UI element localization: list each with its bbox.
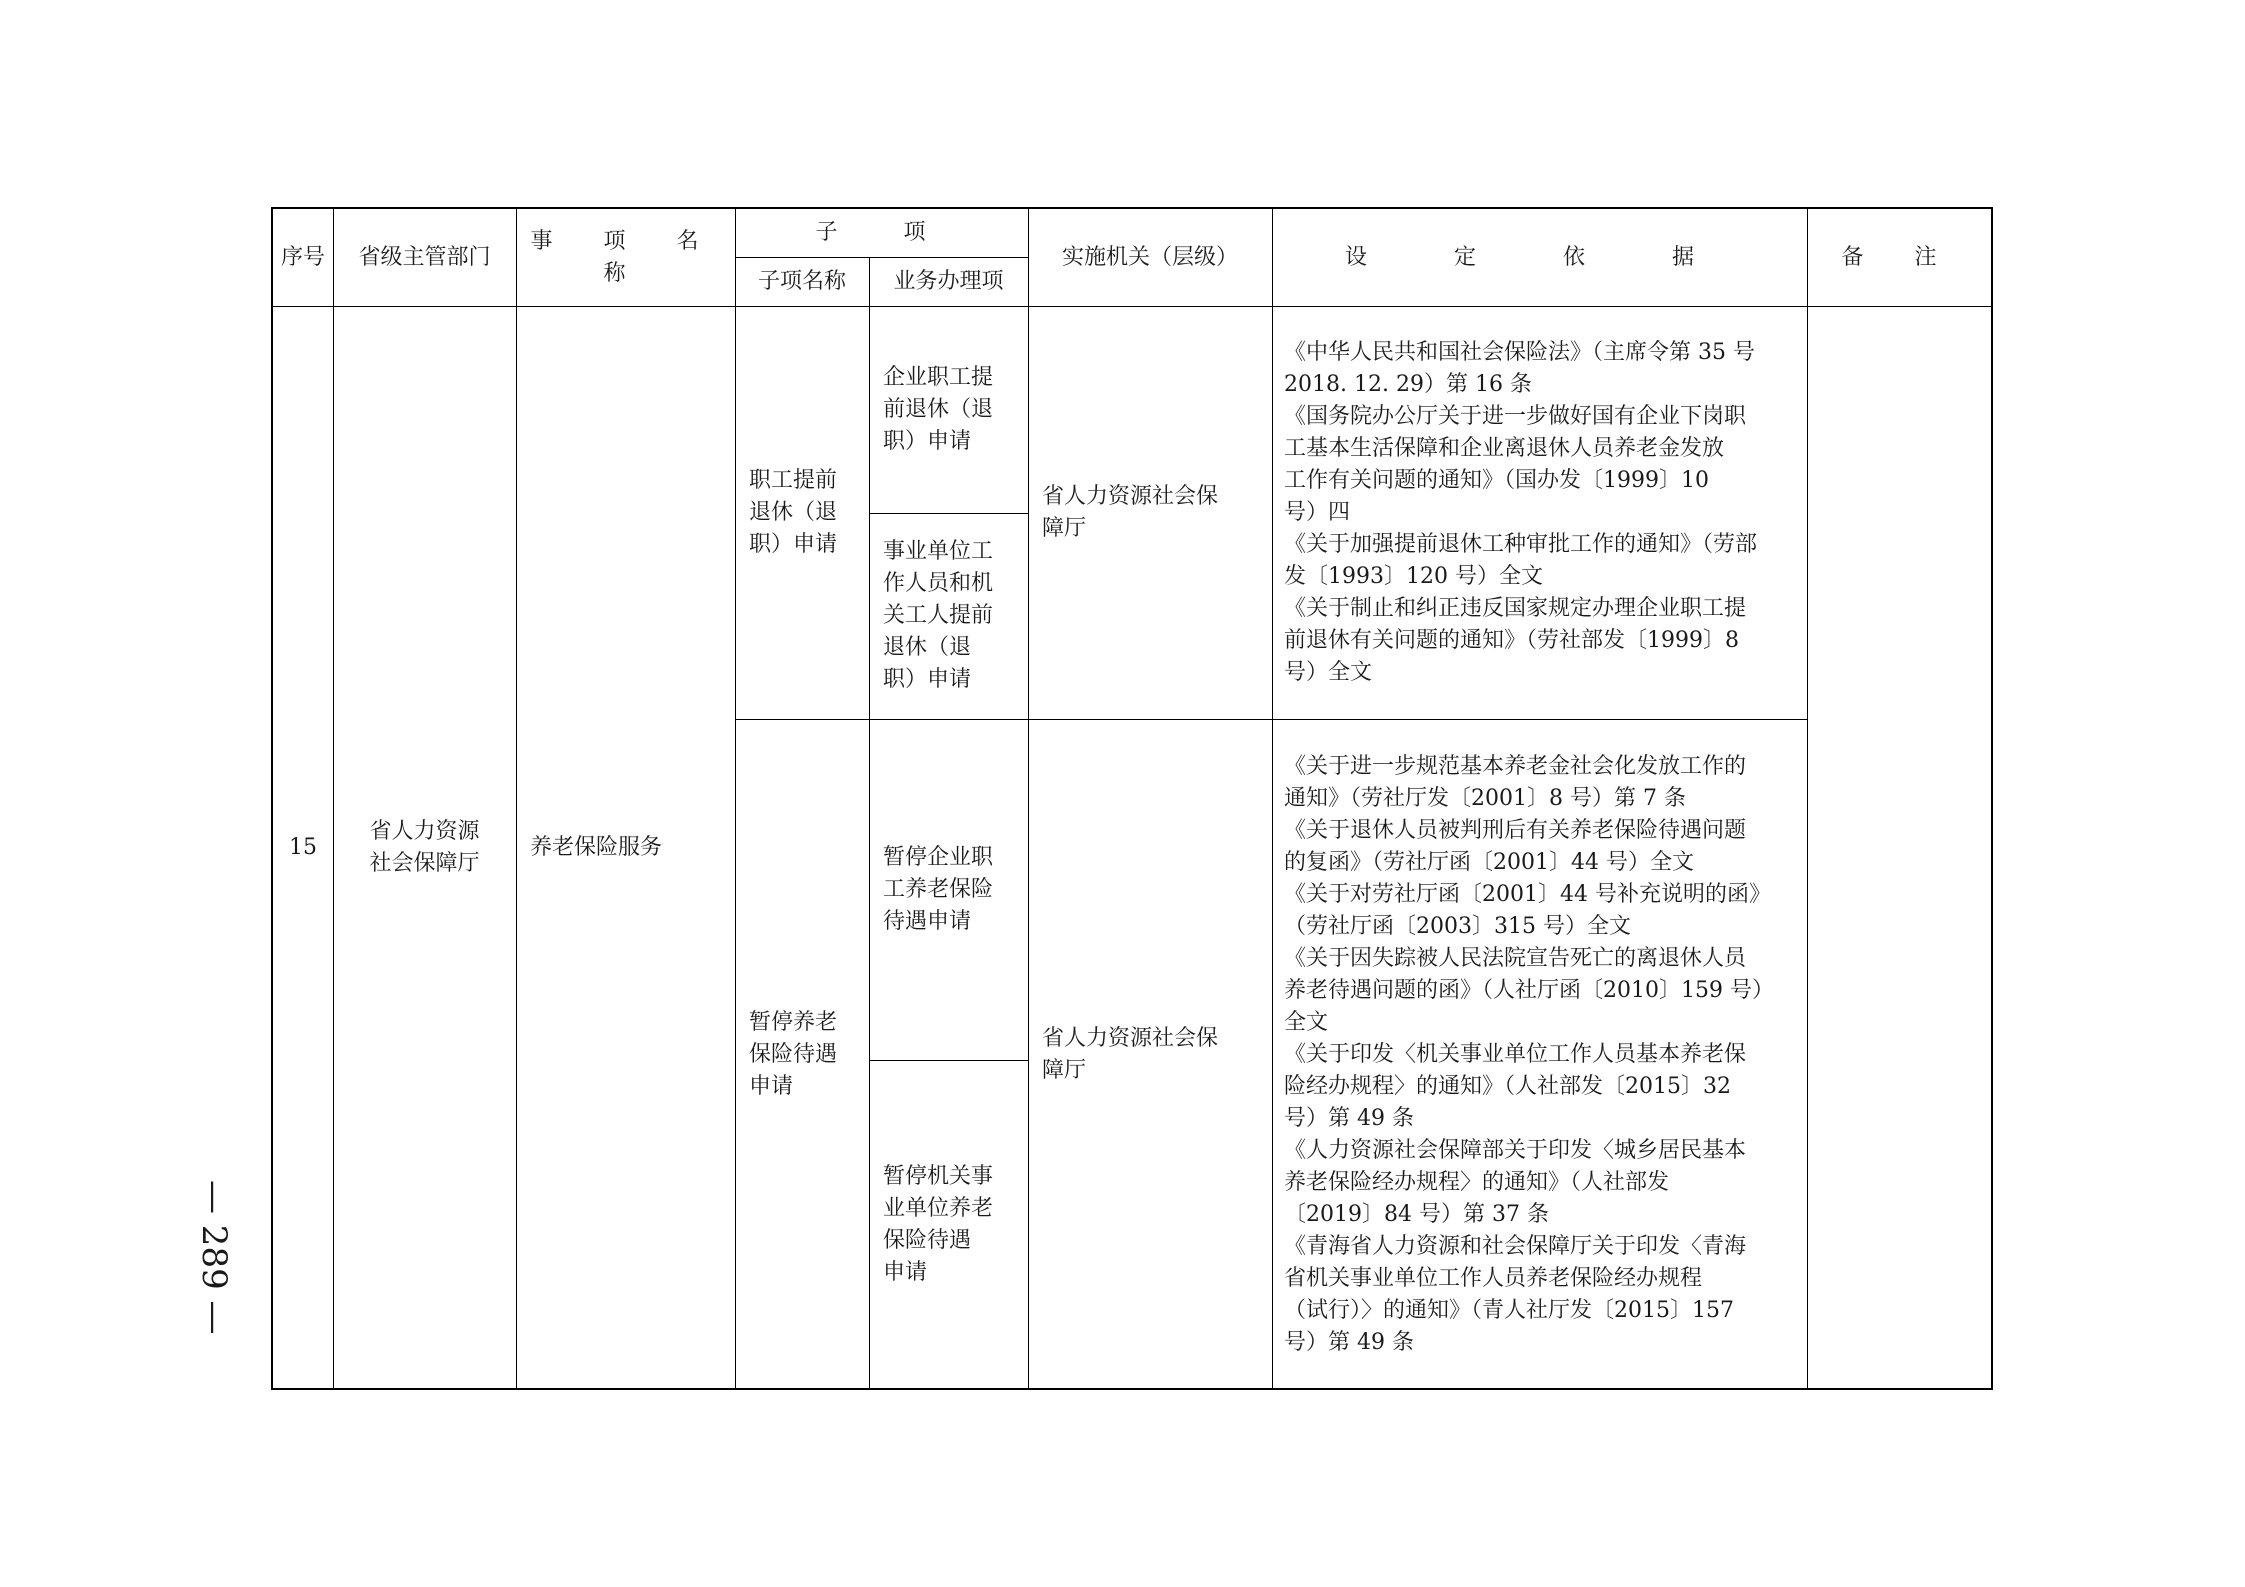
group2-agency: [1028, 719, 1272, 1390]
header-seq: 序号: [280, 244, 325, 270]
business-line: 关工人提前: [883, 603, 994, 628]
business-line: 职）申请: [883, 428, 972, 454]
header-dept: 省级主管部门: [358, 244, 491, 270]
basis-line: 《国务院办公厅关于进一步做好国有企业下岗职: [1284, 403, 1747, 429]
agency-line: 省人力资源社会保: [1042, 1025, 1219, 1051]
group1-agency: [1028, 306, 1272, 719]
basis-line: 全文: [1284, 1009, 1329, 1035]
basis-line: （试行）〉的通知》（青人社厅发〔2015〕157: [1284, 1297, 1734, 1323]
basis-line: 前退休有关问题的通知》（劳社部发〔1999〕8: [1284, 627, 1739, 653]
basis-line: 的复函》（劳社厅函〔2001〕44 号）全文: [1284, 849, 1694, 875]
basis-line: 养老保险经办规程〉的通知》（人社部发: [1284, 1169, 1670, 1195]
basis-line: 《关于对劳社厅函〔2001〕44 号补充说明的函》: [1284, 881, 1771, 907]
basis-line: 《中华人民共和国社会保险法》（主席令第 35 号: [1284, 339, 1755, 365]
basis-line: 险经办规程〉的通知》（人社部发〔2015〕32: [1284, 1073, 1731, 1099]
group2-business-2: [869, 1060, 1028, 1390]
business-line: 企业职工提: [883, 364, 994, 390]
sub-name-line: 退休（退: [749, 499, 838, 525]
basis-line: 工基本生活保障和企业离退休人员养老金发放: [1284, 435, 1725, 461]
sub-name-line: 暂停养老: [749, 1009, 838, 1035]
basis-line: 《关于加强提前退休工种审批工作的通知》（劳部: [1284, 531, 1758, 557]
basis-line: 号）四: [1284, 499, 1351, 525]
basis-line: 《关于退休人员被判刑后有关养老保险待遇问题: [1284, 817, 1747, 843]
business-line: 暂停机关事: [883, 1164, 994, 1189]
sub-name-line: 保险待遇: [749, 1041, 838, 1067]
agency-line: 省人力资源社会保: [1042, 483, 1219, 509]
page-number-area: [194, 1180, 240, 1350]
group1-basis: [1272, 306, 1807, 719]
basis-line: 省机关事业单位工作人员养老保险经办规程: [1284, 1265, 1703, 1291]
basis-line: 《关于制止和纠正违反国家规定办理企业职工提: [1284, 595, 1747, 621]
dept-line: 省人力资源: [369, 819, 480, 844]
policy-table: [271, 207, 1993, 1390]
basis-line: 号）全文: [1284, 659, 1373, 685]
basis-line: 《关于因失踪被人民法院宣告死亡的离退休人员: [1284, 945, 1747, 971]
page-number: — 289 —: [194, 1180, 234, 1335]
basis-line: 〔2019〕84 号）第 37 条: [1284, 1201, 1549, 1227]
dept-line: 社会保障厅: [369, 851, 480, 876]
business-line: 前退休（退: [883, 396, 994, 422]
business-line: 退休（退: [883, 635, 972, 660]
basis-line: 工作有关问题的通知》（国办发〔1999〕10: [1284, 467, 1709, 493]
row-dept: [333, 306, 516, 1390]
business-line: 作人员和机: [883, 571, 994, 596]
business-line: 保险待遇: [883, 1228, 972, 1253]
header-business: 业务办理项: [893, 268, 1004, 294]
group2-sub-name: [735, 719, 869, 1390]
basis-line: 2018. 12. 29）第 16 条: [1284, 371, 1532, 397]
header-item-name: 事 项 名 称: [530, 228, 721, 286]
agency-line: 障厅: [1042, 1057, 1087, 1083]
business-line: 事业单位工: [883, 539, 994, 564]
group1-business-1: [869, 306, 1028, 513]
business-line: 暂停企业职: [883, 844, 994, 870]
header-agency: 实施机关（层级）: [1061, 244, 1238, 270]
sub-name-line: 申请: [749, 1073, 794, 1099]
business-line: 职）申请: [883, 667, 972, 692]
sub-name-line: 职）申请: [749, 531, 838, 557]
basis-line: 养老待遇问题的函》（人社厅函〔2010〕159 号）: [1284, 977, 1774, 1003]
group2-basis: [1272, 719, 1807, 1390]
basis-line: 号）第 49 条: [1284, 1105, 1414, 1131]
row-remark: [1807, 306, 1993, 1390]
group1-sub-name: [735, 306, 869, 719]
basis-line: 《关于印发〈机关事业单位工作人员基本养老保: [1284, 1041, 1747, 1067]
basis-line: 《人力资源社会保障部关于印发〈城乡居民基本: [1284, 1137, 1747, 1163]
agency-line: 障厅: [1042, 515, 1087, 541]
group2-business-1: [869, 719, 1028, 1060]
header-sub-name: 子项名称: [757, 268, 846, 294]
row-item-name: 养老保险服务: [530, 835, 663, 860]
basis-line: 通知》（劳社厅发〔2001〕8 号）第 7 条: [1284, 785, 1686, 811]
basis-line: （劳社厅函〔2003〕315 号）全文: [1284, 913, 1631, 939]
basis-line: 发〔1993〕120 号）全文: [1284, 563, 1543, 589]
header-sub-group: 子 项: [815, 220, 948, 245]
header-remark: 备 注: [1841, 244, 1959, 270]
group1-business-2: [869, 513, 1028, 719]
sub-name-line: 职工提前: [749, 467, 838, 493]
business-line: 申请: [883, 1260, 928, 1285]
business-line: 工养老保险: [883, 876, 994, 902]
row-seq: 15: [289, 835, 317, 860]
business-line: 业单位养老: [883, 1196, 994, 1221]
basis-line: 《关于进一步规范基本养老金社会化发放工作的: [1284, 753, 1747, 779]
business-line: 待遇申请: [883, 908, 972, 934]
header-basis: 设 定 依 据: [1345, 244, 1734, 270]
basis-line: 《青海省人力资源和社会保障厅关于印发〈青海: [1284, 1233, 1747, 1259]
basis-line: 号）第 49 条: [1284, 1329, 1414, 1355]
